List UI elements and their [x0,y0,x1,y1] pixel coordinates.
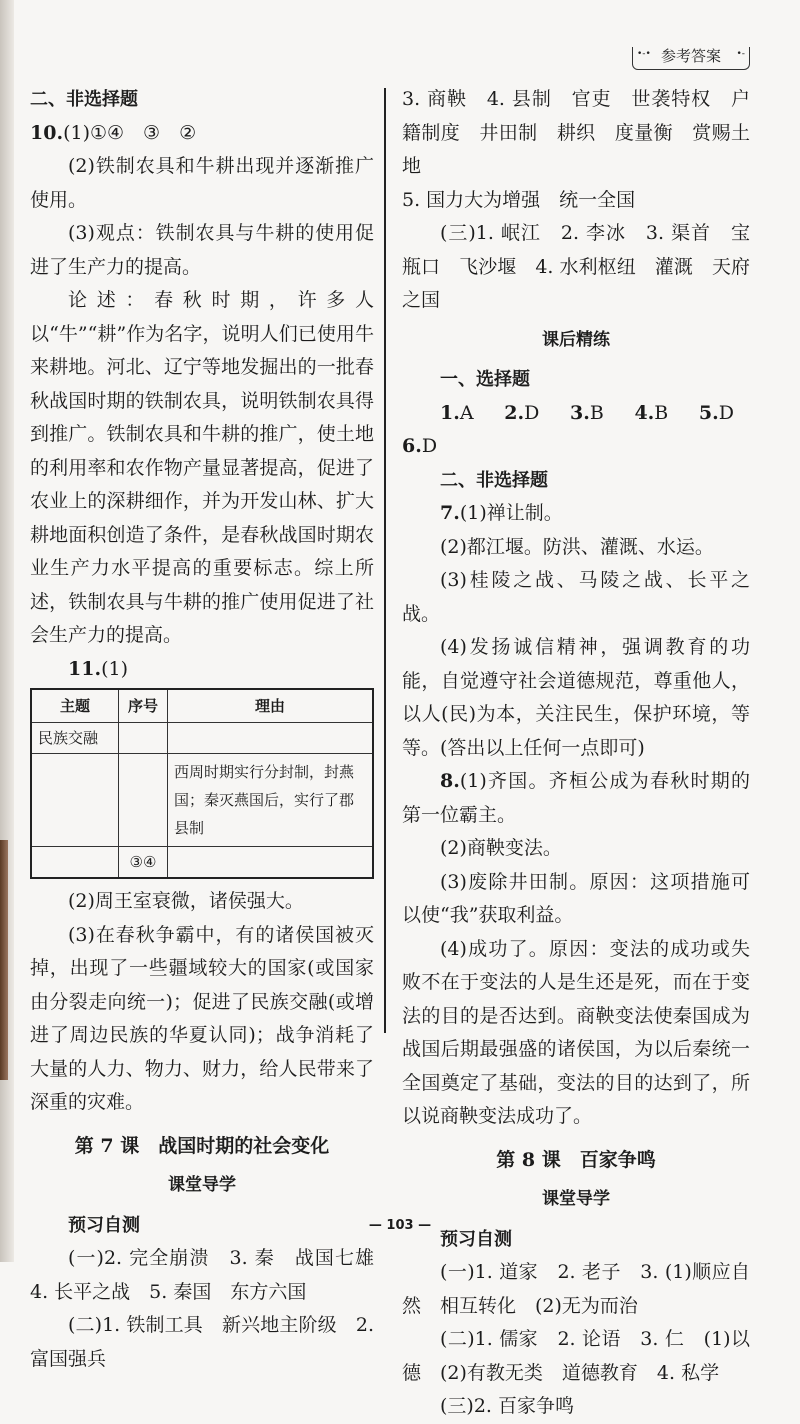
reference-answers-badge [632,47,750,70]
table-header: 序号 [119,689,168,723]
lesson7-subsection: 预习自测 [68,1214,140,1236]
q7-part4: (4)发扬诚信精神，强调教育的功能，自觉遵守社会道德规范，尊重他人，以人(民)为本，关注民生，保护环境，等等。(答出以上任何一点即可) [402,636,750,759]
after-class-section-title: 课后精练 [542,329,610,350]
choice-number: 2. [504,401,525,424]
section-title-non-choice: 二、非选择题 [440,469,548,491]
page-edge-shadow [0,0,14,1262]
table-cell [119,754,168,847]
q7-part2: (2)都江堰。防洪、灌溉、水运。 [440,535,714,558]
table-cell: 民族交融 [31,723,119,754]
book-spine-shadow [0,840,8,1080]
q11-part2: (2)周王室衰微，诸侯强大。 [68,890,304,912]
q10-part2: (2)铁制农具和牛耕出现并逐渐推广使用。 [30,155,374,211]
lesson8-section-title: 课堂导学 [542,1189,610,1209]
choice-answer: D [718,401,734,424]
q10-argument: 论述：春秋时期，许多人以“牛”“耕”作为名字，说明人们已使用牛来耕地。河北、辽宁等地发掘出的一批春秋战国时期的铁制农具，说明铁制农具得到推广。铁制农具和牛耕的推广，使土地的利用率和农作物产量显著提高，促进了农业上的深耕细作，并为开发山林、扩大耕地面积创造了条件，是春秋战国时期农业生产力水平提高的重要标志。综上所述，铁制农具与牛耕的推广使用促进了社会生产力的提高。 [30,289,374,646]
choice-number: 5. [698,401,719,424]
part-label: (二) [68,1314,103,1336]
table-header: 主题 [31,689,119,723]
dot-ornament-icon: •-• [637,49,651,59]
answer-text: (1) [101,657,128,680]
choice-answer: B [589,401,604,424]
section-title-choice: 一、选择题 [440,369,530,390]
choice-answer: D [421,435,438,457]
answer-text: (1)齐国。齐桓公成为春秋时期的第一位霸主。 [402,770,750,826]
choice-answer: D [524,401,540,424]
lesson8-answer-3 [402,1390,750,1424]
table-cell [168,847,374,879]
q8-part1 [402,765,750,832]
q8-part4: (4)成功了。原因：变法的成功或失败不在于变法的人是生还是死，而在于变法的目的是否达到。商鞅变法使秦国成为战国后期最强盛的诸侯国，为以后秦统一全国奠定了基础，变法的目的达到了，所以说商鞅变法成功了。 [402,937,750,1127]
answer-text: 2. 完全崩溃 3. 秦 战国七雄 4. 长平之战 5. 秦国 东方六国 [30,1247,394,1303]
q10-part3: (3)观点：铁制农具与牛耕的使用促进了生产力的提高。 [30,222,374,278]
lesson8-answer-2 [402,1323,750,1390]
answer-text: (1)①④ ③ ② [63,121,197,144]
q11-part1 [30,653,374,687]
table-cell: 西周时期实行分封制，封燕国；秦灭燕国后，实行了郡县制 [168,754,374,847]
lesson7-title: 第 7 课 战国时期的社会变化 [74,1134,330,1157]
q7-part1 [402,497,750,531]
choice-answers [402,397,750,464]
answer-text: 1. 道家 2. 老子 3. (1)顺应自然 相互转化 (2)无为而治 [402,1261,751,1317]
part-label: (一) [440,1261,475,1283]
part-label: (三) [440,1395,474,1417]
answer-text: 1. 岷江 2. 李冰 3. 渠首 宝瓶口 飞沙堰 4. 水利枢纽 灌溉 天府之国 [402,222,750,311]
lesson7-answer-1 [30,1242,394,1309]
table-cell [119,723,168,754]
table-header-row [31,689,373,723]
page-number: — 103 — [368,1218,432,1233]
lesson8-subsection: 预习自测 [440,1228,512,1250]
choice-answer: B [654,401,669,424]
table-cell: ③④ [119,847,168,879]
lesson8-title: 第 8 课 百家争鸣 [496,1148,656,1171]
table-row [31,723,373,754]
section-title-non-choice: 二、非选择题 [30,89,138,110]
lesson7-answer-5: 5. 国力大为增强 统一全国 [402,188,636,211]
answer-text: 1. 铁制工具 新兴地主阶级 2. 富国强兵 [30,1314,374,1370]
question-number: 8. [440,770,460,792]
answer-text: (1)禅让制。 [459,502,563,524]
column-divider [384,88,386,1033]
q7-part3: (3)桂陵之战、马陵之战、长平之战。 [402,569,750,625]
q8-part3: (3)废除井田制。原因：这项措施可以使“我”获取利益。 [402,870,750,926]
choice-number: 3. [569,401,590,424]
choice-number: 4. [634,401,655,424]
table-row [31,754,373,847]
answer-text: 1. 儒家 2. 论语 3. 仁 (1)以德 (2)有教无类 道德教育 4. 私学 [402,1328,751,1384]
lesson8-answer-1 [402,1256,750,1323]
part-label: (三) [440,222,476,244]
lesson7-answer-3 [402,217,750,318]
q10-part1 [30,117,374,151]
q11-part3: (3)在春秋争霸中，有的诸侯国被灭掉，出现了一些疆域较大的国家(或国家由分裂走向统一)；促进了民族交融(或增进了周边民族的华夏认同)；战争消耗了大量的人力、物力、财力，给人民带来了深重的灾难。 [30,923,374,1113]
lesson7-answer-2 [30,1309,374,1376]
lesson7-answer-cont: 3. 商鞅 4. 县制 官吏 世袭特权 户籍制度 井田制 耕织 度量衡 赏赐土地 [402,88,750,177]
badge-label: 参考答案 [657,45,725,66]
part-label: (二) [440,1328,475,1350]
question-number: 11. [68,657,102,680]
choice-answer: A [459,401,474,424]
choice-number: 6. [402,435,422,457]
q11-answer-table [30,688,374,879]
left-column [30,83,394,1376]
dot-ornament-icon: •- [736,49,745,59]
table-cell [168,723,374,754]
lesson7-section-title: 课堂导学 [168,1175,236,1195]
table-cell [31,754,119,847]
table-row [31,847,373,879]
table-header: 理由 [168,689,374,723]
question-number: 10. [30,121,64,144]
table-cell [31,847,119,879]
choice-number: 1. [440,401,460,424]
q8-part2: (2)商鞅变法。 [440,837,562,859]
answer-text: 2. 百家争鸣 [473,1395,574,1417]
part-label: (一) [68,1247,104,1269]
question-number: 7. [440,502,460,524]
